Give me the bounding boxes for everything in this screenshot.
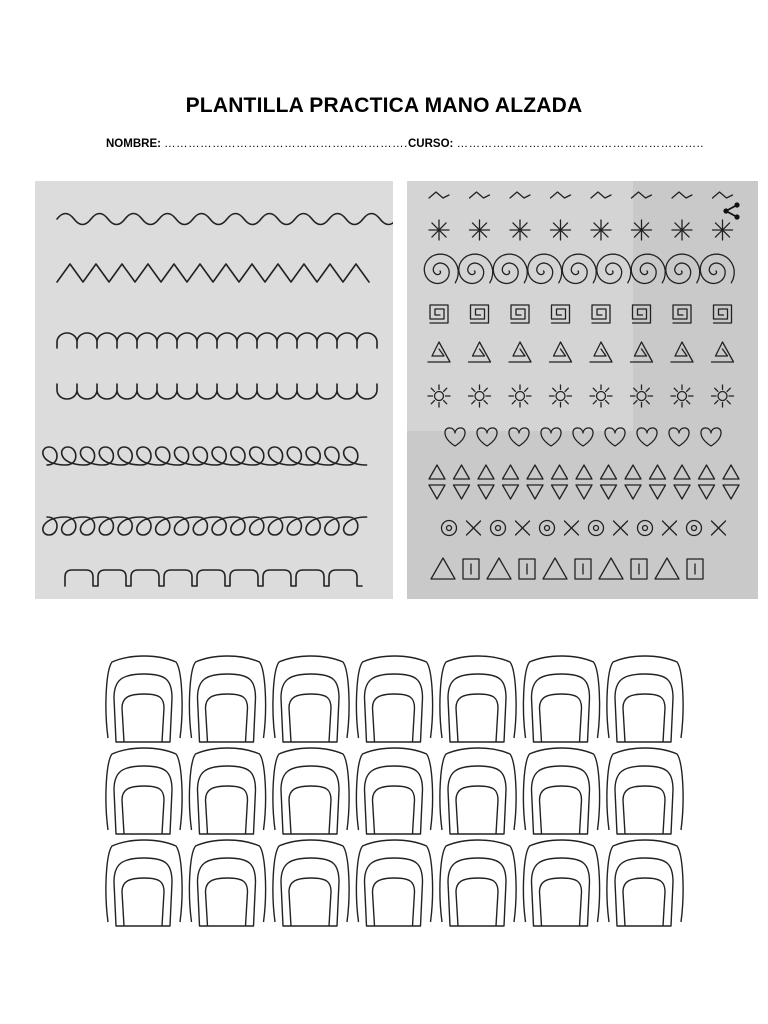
sun-icon <box>631 385 653 407</box>
triangle-pair-icon <box>650 465 666 499</box>
nombre-label: NOMBRE: <box>106 138 161 150</box>
x-icon <box>565 521 579 535</box>
x-icon <box>467 521 481 535</box>
chair-outline-icon <box>440 748 516 834</box>
symbol-row-triangle-rectangle <box>431 558 703 579</box>
x-icon <box>712 521 726 535</box>
asterisk-icon <box>551 220 571 240</box>
chair-outline-icon <box>607 840 683 926</box>
square-spiral-icon <box>673 305 691 323</box>
heart-icon <box>637 428 657 446</box>
curso-dots: …………………………………………………….. <box>456 138 704 150</box>
triangle-spiral-icon <box>631 342 653 362</box>
pattern-square-wave <box>65 570 362 586</box>
sun-icon <box>671 385 693 407</box>
x-icon <box>516 521 530 535</box>
line-patterns-panel <box>35 181 393 599</box>
caret-icon <box>632 192 652 198</box>
spiral-icon <box>700 254 734 283</box>
chair-outline-icon <box>356 656 432 742</box>
chair-outline-icon <box>273 748 349 834</box>
nombre-field[interactable] <box>106 138 408 150</box>
triangle-icon <box>431 558 455 579</box>
rectangle-icon <box>519 559 535 579</box>
chair-outline-icon <box>356 748 432 834</box>
asterisk-icon <box>510 220 530 240</box>
pattern-arches <box>57 333 377 348</box>
triangle-pair-icon <box>527 465 543 499</box>
triangle-spiral-icon <box>712 342 734 362</box>
chair-outline-icon <box>523 840 599 926</box>
pattern-loops-up <box>43 447 367 465</box>
triangle-pair-icon <box>576 465 592 499</box>
rectangle-icon <box>463 559 479 579</box>
triangle-pair-icon <box>699 465 715 499</box>
chair-outline-icon <box>189 840 265 926</box>
symbol-row-circle-x <box>442 521 726 536</box>
symbol-row-triangle-pair <box>429 465 739 499</box>
triangle-pair-icon <box>625 465 641 499</box>
triangle-icon <box>655 558 679 579</box>
triangle-pair-icon <box>723 465 739 499</box>
chair-outline-icon <box>189 748 265 834</box>
square-spiral-icon <box>714 305 732 323</box>
chair-outline-icon <box>106 748 182 834</box>
rectangle-icon <box>575 559 591 579</box>
heart-icon <box>701 428 721 446</box>
line-patterns-drawing <box>35 181 393 599</box>
share-icon[interactable] <box>722 201 742 221</box>
square-spiral-icon <box>633 305 651 323</box>
triangle-icon <box>543 558 567 579</box>
triangle-icon <box>599 558 623 579</box>
chair-outline-icon <box>607 656 683 742</box>
spiral-icon <box>666 254 700 283</box>
target-circle-icon <box>589 521 604 536</box>
symbol-patterns-drawing <box>407 181 758 599</box>
target-circle-icon <box>491 521 506 536</box>
caret-icon <box>713 192 733 198</box>
chair-outline-icon <box>106 840 182 926</box>
symbol-row-heart <box>445 428 721 446</box>
triangle-pair-icon <box>478 465 494 499</box>
triangle-spiral-icon <box>671 342 693 362</box>
chair-outline-icon <box>523 748 599 834</box>
caret-icon <box>672 192 692 198</box>
asterisk-icon <box>591 220 611 240</box>
target-circle-icon <box>687 521 702 536</box>
pattern-sine-wave <box>57 214 393 225</box>
chair-outline-icon <box>106 656 182 742</box>
triangle-pair-icon <box>429 465 445 499</box>
triangle-pair-icon <box>454 465 470 499</box>
x-icon <box>663 521 677 535</box>
chair-outline-icon <box>189 656 265 742</box>
nombre-dots: ……………………………………………………. <box>164 138 408 150</box>
curso-label: CURSO: <box>408 138 454 150</box>
triangle-pair-icon <box>552 465 568 499</box>
asterisk-icon <box>713 220 733 240</box>
triangle-icon <box>487 558 511 579</box>
chair-outline-icon <box>273 840 349 926</box>
asterisk-icon <box>672 220 692 240</box>
chair-outline-icon <box>440 656 516 742</box>
curso-field[interactable] <box>408 138 704 150</box>
triangle-pair-icon <box>601 465 617 499</box>
triangle-pair-icon <box>503 465 519 499</box>
asterisk-icon <box>429 220 449 240</box>
pattern-u-cups <box>57 384 377 399</box>
triangle-pair-icon <box>674 465 690 499</box>
chair-outline-icon <box>273 656 349 742</box>
chair-outline-icon <box>356 840 432 926</box>
x-icon <box>614 521 628 535</box>
asterisk-icon <box>632 220 652 240</box>
heart-icon <box>669 428 689 446</box>
asterisk-icon <box>470 220 490 240</box>
chair-outline-icon <box>440 840 516 926</box>
rectangle-icon <box>631 559 647 579</box>
target-circle-icon <box>540 521 555 536</box>
chair-outlines-grid <box>100 652 692 934</box>
symbol-patterns-panel <box>407 181 758 599</box>
chair-outline-icon <box>607 748 683 834</box>
chair-outline-icon <box>523 656 599 742</box>
page-title: PLANTILLA PRACTICA MANO ALZADA <box>185 94 583 117</box>
panel-shade <box>407 181 633 431</box>
rectangle-icon <box>687 559 703 579</box>
target-circle-icon <box>638 521 653 536</box>
target-circle-icon <box>442 521 457 536</box>
spiral-icon <box>631 254 665 283</box>
pattern-loops-down <box>43 517 367 535</box>
pattern-zigzag <box>57 264 369 282</box>
sun-icon <box>712 385 734 407</box>
